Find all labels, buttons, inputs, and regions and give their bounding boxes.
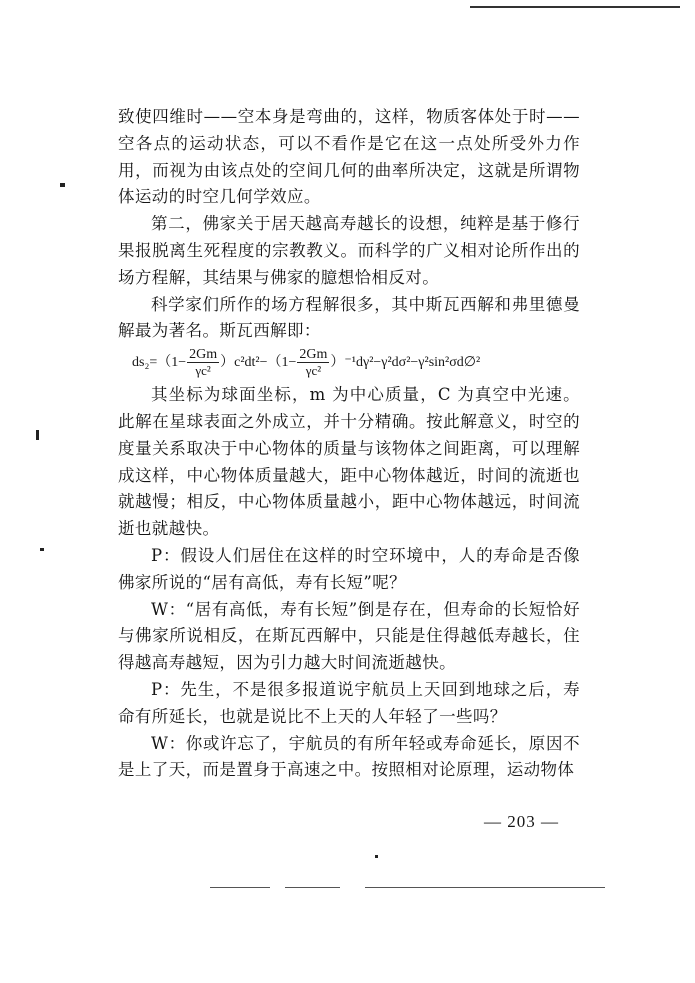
formula-fraction-1	[187, 347, 219, 378]
paragraph-7: P：先生，不是很多报道说宇航员上天回到地球之后，寿命有所延长，也就是说比不上天的人年轻了一些吗？	[118, 679, 580, 726]
paragraph-4: 其坐标为球面坐标，m 为中心质量，C 为真空中光速。此解在星球表面之外成立，并十分精确。按此解意义，时空的度量关系取决于中心物体的质量与该物体之间距离，可以理解成这样，中心物体质量越大，距中心物体越近，时间的流逝也就越慢；相反，中心物体质量越小，距中心物体越远，时间流逝也就越快。	[118, 385, 580, 539]
formula-fraction-2	[297, 347, 329, 378]
paragraph-3: 科学家们所作的场方程解很多，其中斯瓦西解和弗里德曼解最为著名。斯瓦西解即：	[118, 294, 580, 341]
formula-middle: ）c²dt²−（1−	[220, 354, 297, 370]
formula-rhs: ）⁻¹dγ²−γ²dσ²−γ²sin²σd∅²	[330, 354, 481, 370]
schwarzschild-formula	[118, 347, 580, 378]
bottom-scan-line	[210, 887, 270, 888]
paragraph-1: 致使四维时——空本身是弯曲的，这样，物质客体处于时——空各点的运动状态，可以不看作是它在这一点处所受外力作用，而视为由该点处的空间几何的曲率所决定，这就是所谓物体运动的时空几何学效应。	[118, 107, 580, 207]
top-border-line	[470, 6, 680, 8]
fraction-1-numerator: 2Gm	[189, 347, 218, 363]
fraction-2-denominator: γc²	[305, 363, 322, 379]
scan-speck	[60, 183, 65, 187]
scan-speck	[36, 430, 39, 440]
bottom-scan-line	[285, 887, 340, 888]
paragraph-5: P：假设人们居住在这样的时空环境中，人的寿命是否像佛家所说的“居有高低，寿有长短”呢？	[118, 545, 580, 592]
scan-speck	[375, 855, 378, 858]
paragraph-2: 第二，佛家关于居天越高寿越长的设想，纯粹是基于修行果报脱离生死程度的宗教教义。而科学的广义相对论所作出的场方程解，其结果与佛家的臆想恰相反对。	[118, 214, 580, 287]
paragraph-8: W：你或许忘了，宇航员的有所年轻或寿命延长，原因不是上了天，而是置身于高速之中。按照相对论原理，运动物体	[118, 733, 580, 780]
scan-speck	[40, 548, 44, 551]
page-number: — 203 —	[484, 812, 559, 831]
fraction-1-denominator: γc²	[195, 363, 211, 379]
fraction-2-numerator: 2Gm	[299, 347, 328, 363]
bottom-scan-line	[365, 887, 605, 888]
document-page	[118, 104, 580, 784]
formula-lhs: ds₂=（1−	[132, 354, 187, 370]
paragraph-6: W：“居有高低，寿有长短”倒是存在，但寿命的长短恰好与佛家所说相反，在斯瓦西解中，只能是住得越低寿越长，住得越高寿越短，因为引力越大时间流逝越快。	[118, 599, 580, 673]
